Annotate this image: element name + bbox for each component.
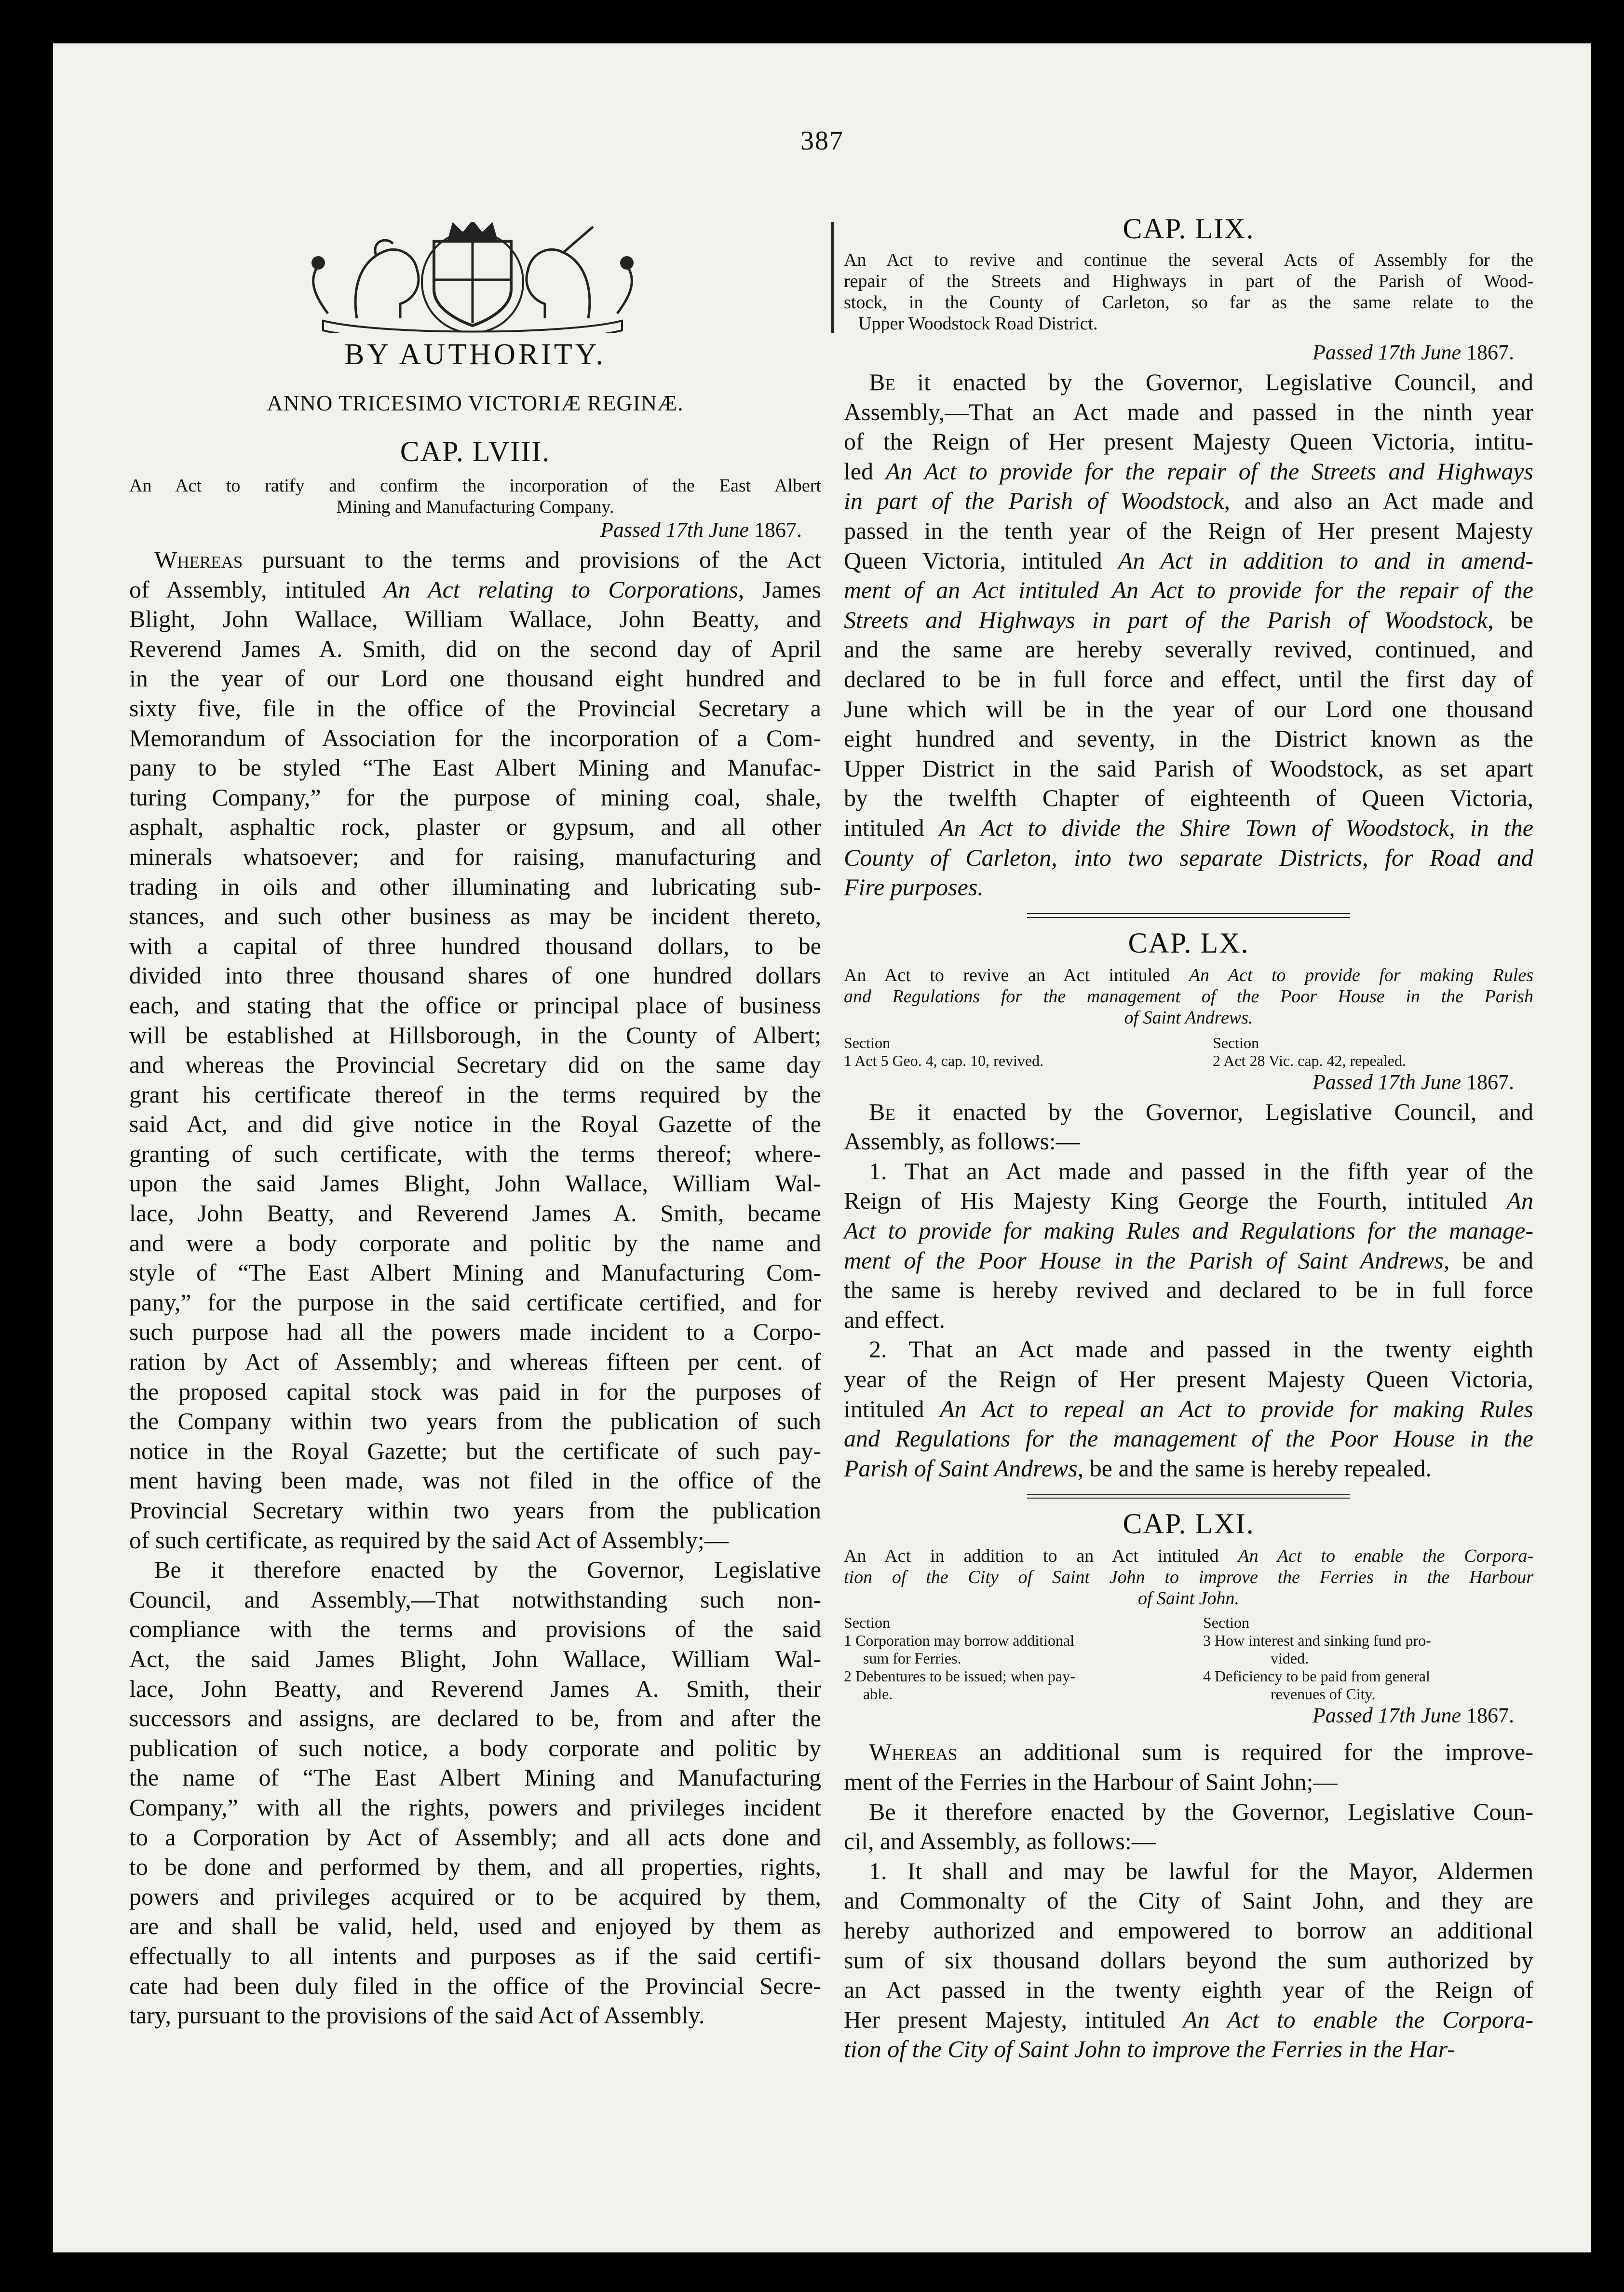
text-segment: of Assembly, intituled: [129, 575, 384, 603]
passed-label: Passed: [1313, 1070, 1373, 1094]
text-segment: stances, and such other business as may be incident thereto,: [129, 902, 821, 930]
section-item: 2 Act 28 Vic. cap. 42, repealed.: [1213, 1051, 1406, 1069]
text-line: [129, 1526, 821, 1555]
act-title-italic: County of Carleton, into two separate Districts, for Road and: [844, 844, 1533, 871]
section-item: 4 Deficiency to be paid from general: [1203, 1667, 1430, 1685]
text-line: [844, 986, 1533, 1007]
text-segment: are and shall be valid, held, used and enjoyed by them as: [129, 1912, 821, 1940]
cap-59-body: [844, 368, 1533, 902]
text-segment: An Act in addition to an Act intituled: [844, 1546, 1238, 1567]
text-line: [844, 1916, 1533, 1946]
text-line: [844, 724, 1533, 754]
text-line: [844, 695, 1533, 724]
text-segment: Assembly, as follows:—: [844, 1128, 1080, 1155]
text-line: [844, 516, 1533, 546]
text-line: [129, 842, 821, 872]
text-segment: it enacted by the Governor, Legislative Council, and: [895, 368, 1533, 396]
text-segment: Reverend James A. Smith, did on the second day of April: [129, 635, 821, 662]
text-segment: pursuant to the terms and provisions of the Act: [243, 546, 821, 573]
text-segment: such purpose had all the powers made incident to a Corpo-: [129, 1318, 821, 1346]
text-line: [844, 843, 1533, 873]
text-segment: Her present Majesty, intituled: [844, 2006, 1183, 2033]
section-label: Section: [844, 1034, 890, 1051]
passed-year: 1867.: [754, 518, 802, 542]
text-line: [844, 813, 1533, 843]
text-line: [129, 1169, 821, 1199]
text-segment: and were a body corporate and politic by the name and: [129, 1229, 821, 1256]
text-segment: Council, and Assembly,—That notwithstanding such non-: [129, 1585, 821, 1613]
text-line: [129, 1704, 821, 1733]
text-line: [129, 901, 821, 931]
passed-date: 17th June: [665, 518, 749, 542]
text-line: [844, 1127, 1533, 1157]
text-segment: effectually to all intents and purposes as if the said certifi-: [129, 1942, 821, 1969]
text-segment: cate had been duly filed in the office of the Provincial Secre-: [129, 1972, 821, 1999]
cap-61-passed: [844, 1703, 1533, 1728]
text-segment: said Act, and did give notice in the Royal Gazette of the: [129, 1110, 821, 1138]
text-line: [844, 486, 1533, 516]
section-divider: [1027, 1494, 1350, 1499]
text-line: [844, 1246, 1533, 1276]
text-line: [844, 2034, 1533, 2064]
text-segment: year of the Reign of Her present Majesty Queen Victoria,: [844, 1365, 1533, 1393]
section-label: Section: [1203, 1614, 1249, 1632]
section-label: Section: [844, 1614, 890, 1632]
small-caps-word: Whereas: [154, 546, 243, 573]
text-line: [129, 1674, 821, 1704]
text-segment: compliance with the terms and provisions of the said: [129, 1615, 821, 1643]
small-caps-word: Whereas: [869, 1738, 958, 1766]
text-segment: and effect.: [844, 1306, 946, 1333]
text-line: [129, 1911, 821, 1941]
page-number: 387: [800, 126, 844, 156]
text-segment: Memorandum of Association for the incorporation of a Com-: [129, 724, 821, 751]
act-title-italic: tion of the City of Saint John to improve the Ferries in the Har-: [844, 2035, 1455, 2063]
text-segment: to a Corporation by Act of Assembly; and all acts done and: [129, 1823, 821, 1851]
text-line: [129, 1139, 821, 1169]
text-segment: grant his certificate thereof in the terms required by the: [129, 1080, 821, 1108]
text-line: [129, 634, 821, 664]
act-title-italic: in part of the Parish of Woodstock: [844, 487, 1224, 515]
text-segment: the Company within two years from the publication of such: [129, 1407, 821, 1435]
cap-59-summary-line: Upper Woodstock Road District.: [858, 314, 1098, 334]
text-line: [844, 2005, 1533, 2035]
text-line: [129, 1644, 821, 1674]
act-title-italic: An Act to enable the Corpora-: [1238, 1546, 1533, 1567]
act-title-italic: An Act in addition to and in amend-: [1118, 546, 1533, 574]
text-line: [844, 965, 1533, 986]
text-segment: declared to be in full force and effect, until the first day of: [844, 665, 1533, 693]
text-line: [844, 1216, 1533, 1246]
text-segment: An Act to revive an Act intituled: [844, 965, 1189, 985]
text-segment: Queen Victoria, intituled: [844, 546, 1118, 574]
text-line: [844, 1737, 1533, 1767]
cap-60-heading: CAP. LX.: [1128, 927, 1249, 959]
text-line: [844, 1975, 1533, 2005]
text-line: [844, 1186, 1533, 1216]
cap-61-section: [844, 1507, 1533, 2064]
act-title-italic: and Regulations for the management of the Poor House in the: [844, 1425, 1533, 1452]
text-line: [129, 1823, 821, 1853]
text-line: [844, 1946, 1533, 1976]
text-segment: hereby authorized and empowered to borrow an additional: [844, 1916, 1533, 1944]
text-segment: ment having been made, was not filed in the office of the: [129, 1467, 821, 1494]
cap-58-heading: CAP. LVIII.: [400, 436, 551, 467]
section-item: 2 Debentures to be issued; when pay-: [844, 1667, 1075, 1685]
text-line: [129, 723, 821, 753]
text-line: [844, 397, 1533, 427]
text-segment: pany,” for the purpose in the said certificate certified, and for: [129, 1288, 821, 1316]
text-line: [129, 1882, 821, 1912]
text-line: [129, 664, 821, 694]
text-segment: Be it therefore enacted by the Governor, Legislative: [154, 1556, 821, 1583]
cap-58-summary-line: Mining and Manufacturing Company.: [336, 497, 614, 517]
text-line: [129, 1555, 821, 1585]
text-segment: to be done and performed by them, and all properties, rights,: [129, 1853, 821, 1881]
small-caps-word: Be: [869, 368, 895, 396]
text-segment: , be: [1488, 606, 1533, 633]
act-title-italic: An Act relating to Corporations: [383, 575, 738, 603]
text-segment: each, and stating that the office or principal place of business: [129, 991, 821, 1019]
act-title-italic: An Act to provide for making Rules: [1189, 965, 1533, 985]
text-segment: , be and the same is hereby repealed.: [1077, 1454, 1432, 1482]
text-segment: 1. It shall and may be lawful for the Mayor, Aldermen: [869, 1857, 1533, 1884]
text-line: [844, 1886, 1533, 1916]
text-segment: Provincial Secretary within two years from the publication: [129, 1497, 821, 1524]
text-line: [844, 1097, 1533, 1127]
text-line: [129, 872, 821, 902]
text-line: [129, 1347, 821, 1377]
text-line: [129, 1109, 821, 1139]
text-line: [129, 2001, 821, 2031]
text-segment: pany to be styled “The East Albert Mining and Manufac-: [129, 754, 821, 781]
act-title-italic: ment of the Poor House in the Parish of Saint Andrews: [844, 1246, 1444, 1274]
text-segment: Act, the said James Blight, John Wallace, William Wal-: [129, 1645, 821, 1672]
text-line: [844, 1424, 1533, 1454]
act-title-italic: An Act to provide for the repair of the Streets and Highways: [885, 457, 1533, 485]
text-line: [129, 1258, 821, 1288]
text-line: [129, 1971, 821, 2001]
passed-label: Passed: [1313, 1704, 1373, 1728]
text-segment: passed in the tenth year of the Reign of Her present Majesty: [844, 517, 1533, 544]
text-line: [129, 1406, 821, 1436]
cap-59-heading: CAP. LIX.: [1123, 213, 1255, 245]
cap-61-summary: [844, 1545, 1533, 1609]
text-segment: sum of six thousand dollars beyond the sum authorized by: [844, 1946, 1533, 1974]
text-segment: tary, pursuant to the provisions of the said Act of Assembly.: [129, 2002, 705, 2029]
text-line: [129, 1317, 821, 1347]
text-segment: , and also an Act made and: [1224, 487, 1533, 515]
right-column: [844, 43, 1533, 2064]
text-segment: intituled: [844, 814, 939, 841]
passed-year: 1867.: [1466, 1704, 1514, 1728]
act-title-italic: An Act to repeal an Act to provide for making Rules: [939, 1395, 1534, 1422]
text-line: [129, 1496, 821, 1526]
text-segment: Upper District in the said Parish of Woodstock, as set apart: [844, 754, 1533, 782]
section-item: revenues of City.: [1271, 1685, 1376, 1703]
text-segment: will be established at Hillsborough, in the County of Albert;: [129, 1021, 821, 1049]
text-segment: Be it therefore enacted by the Governor, Legislative Coun-: [869, 1798, 1533, 1825]
text-line: [844, 368, 1533, 397]
section-label: Section: [1213, 1034, 1259, 1051]
section-item: sum for Ferries.: [863, 1650, 961, 1667]
act-title-italic: Streets and Highways in part of the Parish of Woodstock: [844, 606, 1488, 633]
text-segment: and whereas the Provincial Secretary did on the same day: [129, 1051, 821, 1078]
anno-heading: ANNO TRICESIMO VICTORIÆ REGINÆ.: [267, 391, 684, 415]
text-line: [844, 1335, 1533, 1364]
text-line: [129, 931, 821, 961]
scanned-page: [53, 43, 1591, 2252]
text-segment: with a capital of three hundred thousand dollars, to be: [129, 932, 821, 959]
cap-59-summary-line: An Act to revive and continue the several Acts of Assembly for the: [844, 250, 1533, 270]
section-item: vided.: [1271, 1650, 1309, 1667]
act-title-italic: and Regulations for the management of the Poor House in the Parish: [844, 986, 1533, 1007]
cap-59-summary-line: repair of the Streets and Highways in part of the Parish of Wood-: [844, 271, 1533, 291]
text-line: [844, 783, 1533, 813]
cap-60-section: [844, 927, 1533, 1484]
passed-year: 1867.: [1466, 341, 1514, 364]
cap-61-sections: [844, 1614, 1533, 1703]
text-segment: granting of such certificate, with the terms thereof; where-: [129, 1140, 821, 1167]
text-line: [129, 1050, 821, 1080]
text-segment: divided into three thousand shares of one hundred dollars: [129, 962, 821, 989]
text-line: [129, 1288, 821, 1318]
text-line: [129, 1614, 821, 1644]
text-line: [844, 1827, 1533, 1856]
text-line: [844, 1157, 1533, 1187]
text-segment: by the twelfth Chapter of eighteenth of Queen Victoria,: [844, 784, 1533, 812]
text-line: [129, 545, 821, 575]
cap-59-section: [844, 212, 1533, 902]
text-line: [129, 783, 821, 813]
passed-date: 17th June: [1378, 1704, 1461, 1728]
passed-date: 17th June: [1378, 341, 1461, 364]
section-item: 1 Corporation may borrow additional: [844, 1632, 1075, 1650]
text-line: [129, 694, 821, 723]
text-segment: 1. That an Act made and passed in the fifth year of the: [869, 1157, 1533, 1185]
text-segment: publication of such notice, a body corporate and politic by: [129, 1734, 821, 1761]
text-line: [129, 604, 821, 634]
text-segment: an additional sum is required for the improve-: [957, 1738, 1533, 1766]
text-line: [129, 753, 821, 783]
text-line: [129, 1228, 821, 1258]
text-line: [129, 991, 821, 1021]
passed-year: 1867.: [1466, 1070, 1514, 1094]
text-segment: trading in oils and other illuminating and lubricating sub-: [129, 873, 821, 900]
act-title-italic: Parish of Saint Andrews: [844, 1454, 1078, 1482]
act-title-italic: tion of the City of Saint John to improve the Ferries in the Harbour: [844, 1567, 1533, 1588]
act-title-italic: Act to provide for making Rules and Regulations for the manage-: [844, 1217, 1533, 1244]
passed-label: Passed: [1313, 341, 1373, 364]
text-line: [129, 1021, 821, 1050]
text-line: [129, 1436, 821, 1466]
text-line: [844, 1394, 1533, 1424]
text-line: [844, 605, 1533, 635]
text-line: [844, 457, 1533, 487]
text-line: [844, 1856, 1533, 1886]
text-line: [129, 1852, 821, 1882]
text-segment: , James: [738, 575, 821, 603]
cap-61-body: [844, 1737, 1533, 2064]
text-line: [129, 1080, 821, 1110]
text-segment: Blight, John Wallace, William Wallace, John Beatty, and: [129, 605, 821, 633]
section-item: able.: [863, 1685, 893, 1703]
cap-60-body: [844, 1097, 1533, 1484]
text-line: [844, 575, 1533, 605]
text-line: [129, 812, 821, 842]
text-line: [844, 1767, 1533, 1797]
cap-59-summary-line: stock, in the County of Carleton, so far as the same relate to the: [844, 292, 1533, 313]
text-segment: notice in the Royal Gazette; but the certificate of such pay-: [129, 1437, 821, 1464]
text-line: [844, 1007, 1533, 1028]
text-line: [129, 1585, 821, 1615]
text-segment: intituled: [844, 1395, 940, 1422]
act-title-italic: An Act to divide the Shire Town of Woodstock, in the: [939, 814, 1534, 841]
cap-58-section: [129, 435, 821, 2031]
text-segment: , be and: [1443, 1246, 1534, 1274]
text-segment: it enacted by the Governor, Legislative Council, and: [895, 1098, 1533, 1125]
text-line: [844, 1364, 1533, 1394]
text-segment: lace, John Beatty, and Reverend James A. Smith, became: [129, 1200, 821, 1227]
cap-58-body: [129, 545, 821, 2031]
text-segment: in the year of our Lord one thousand eight hundred and: [129, 665, 821, 692]
section-item: 3 How interest and sinking fund pro-: [1203, 1632, 1431, 1650]
text-segment: 2. That an Act made and passed in the twenty eighth: [869, 1336, 1533, 1363]
text-line: [129, 1733, 821, 1763]
text-line: [844, 1797, 1533, 1827]
text-segment: turing Company,” for the purpose of mining coal, shale,: [129, 783, 821, 811]
text-segment: ment of the Ferries in the Harbour of Saint John;—: [844, 1768, 1338, 1795]
small-caps-word: Be: [869, 1098, 895, 1125]
text-line: [844, 1305, 1533, 1335]
text-line: [129, 1199, 821, 1228]
act-title-italic: An Act to enable the Corpora-: [1183, 2006, 1534, 2033]
cap-60-passed: [844, 1070, 1533, 1094]
section-divider: [1027, 913, 1350, 918]
cap-58-summary-line: An Act to ratify and confirm the incorporation of the East Albert: [129, 476, 821, 496]
text-segment: and Commonalty of the City of Saint John, and they are: [844, 1887, 1533, 1914]
act-title-italic: of Saint Andrews.: [1124, 1007, 1253, 1028]
text-segment: successors and assigns, are declared to be, from and after the: [129, 1705, 821, 1732]
text-line: [844, 635, 1533, 665]
text-segment: sixty five, file in the office of the Provincial Secretary a: [129, 694, 821, 722]
text-line: [844, 665, 1533, 695]
by-authority-heading: BY AUTHORITY.: [344, 338, 607, 371]
text-segment: of such certificate, as required by the said Act of Assembly;—: [129, 1526, 729, 1554]
cap-59-passed: [844, 340, 1533, 365]
text-segment: lace, John Beatty, and Reverend James A. Smith, their: [129, 1675, 821, 1702]
text-segment: upon the said James Blight, John Wallace, William Wal-: [129, 1170, 821, 1197]
text-line: [844, 427, 1533, 457]
text-line: [129, 1793, 821, 1823]
text-line: [129, 1763, 821, 1793]
text-segment: minerals whatsoever; and for raising, manufacturing and: [129, 843, 821, 870]
text-line: [844, 754, 1533, 784]
text-line: [844, 1275, 1533, 1305]
text-segment: led: [844, 457, 886, 485]
passed-label: Passed: [600, 518, 661, 542]
text-line: [844, 1454, 1533, 1484]
act-title-italic: An: [1506, 1187, 1533, 1214]
text-segment: the same is hereby revived and declared to be in full force: [844, 1276, 1533, 1304]
text-line: [844, 1567, 1533, 1588]
text-segment: Company,” with all the rights, powers and privileges incident: [129, 1793, 821, 1821]
passed-date: 17th June: [1378, 1070, 1461, 1094]
text-segment: cil, and Assembly, as follows:—: [844, 1828, 1156, 1855]
text-segment: Assembly,—That an Act made and passed in the ninth year: [844, 398, 1533, 425]
cap-61-heading: CAP. LXI.: [1123, 1508, 1255, 1540]
text-line: [129, 1377, 821, 1407]
section-item: 1 Act 5 Geo. 4, cap. 10, revived.: [844, 1051, 1044, 1069]
text-line: [844, 1588, 1533, 1609]
cap-58-passed: [129, 518, 821, 542]
text-line: [129, 961, 821, 991]
column-rule: [831, 222, 834, 333]
text-segment: Reign of His Majesty King George the Fourth, intituled: [844, 1187, 1507, 1214]
text-segment: June which will be in the year of our Lord one thousand: [844, 695, 1533, 723]
text-segment: asphalt, asphaltic rock, plaster or gypsum, and all other: [129, 813, 821, 841]
act-title-italic: Fire purposes.: [844, 873, 984, 901]
left-column: [129, 43, 821, 2031]
text-segment: the name of “The East Albert Mining and Manufacturing: [129, 1764, 821, 1791]
text-segment: style of “The East Albert Mining and Manufacturing Com-: [129, 1259, 821, 1286]
act-title-italic: ment of an Act intituled An Act to provide for the repair of the: [844, 576, 1533, 604]
text-segment: powers and privileges acquired or to be acquired by them,: [129, 1883, 821, 1910]
cap-60-summary: [844, 965, 1533, 1028]
text-segment: eight hundred and seventy, in the District known as the: [844, 725, 1533, 752]
text-line: [129, 1466, 821, 1496]
text-line: [129, 1941, 821, 1971]
text-line: [844, 546, 1533, 576]
text-segment: ration by Act of Assembly; and whereas fifteen per cent. of: [129, 1348, 821, 1376]
text-segment: an Act passed in the twenty eighth year of the Reign of: [844, 1976, 1533, 2004]
text-segment: of the Reign of Her present Majesty Queen Victoria, intitu-: [844, 428, 1533, 455]
text-line: [844, 873, 1533, 902]
act-title-italic: of Saint John.: [1137, 1588, 1240, 1609]
text-line: [844, 1545, 1533, 1567]
text-segment: the proposed capital stock was paid in for the purposes of: [129, 1378, 821, 1405]
text-line: [129, 575, 821, 605]
cap-60-sections: [844, 1034, 1533, 1070]
text-segment: and the same are hereby severally revived, continued, and: [844, 636, 1533, 663]
